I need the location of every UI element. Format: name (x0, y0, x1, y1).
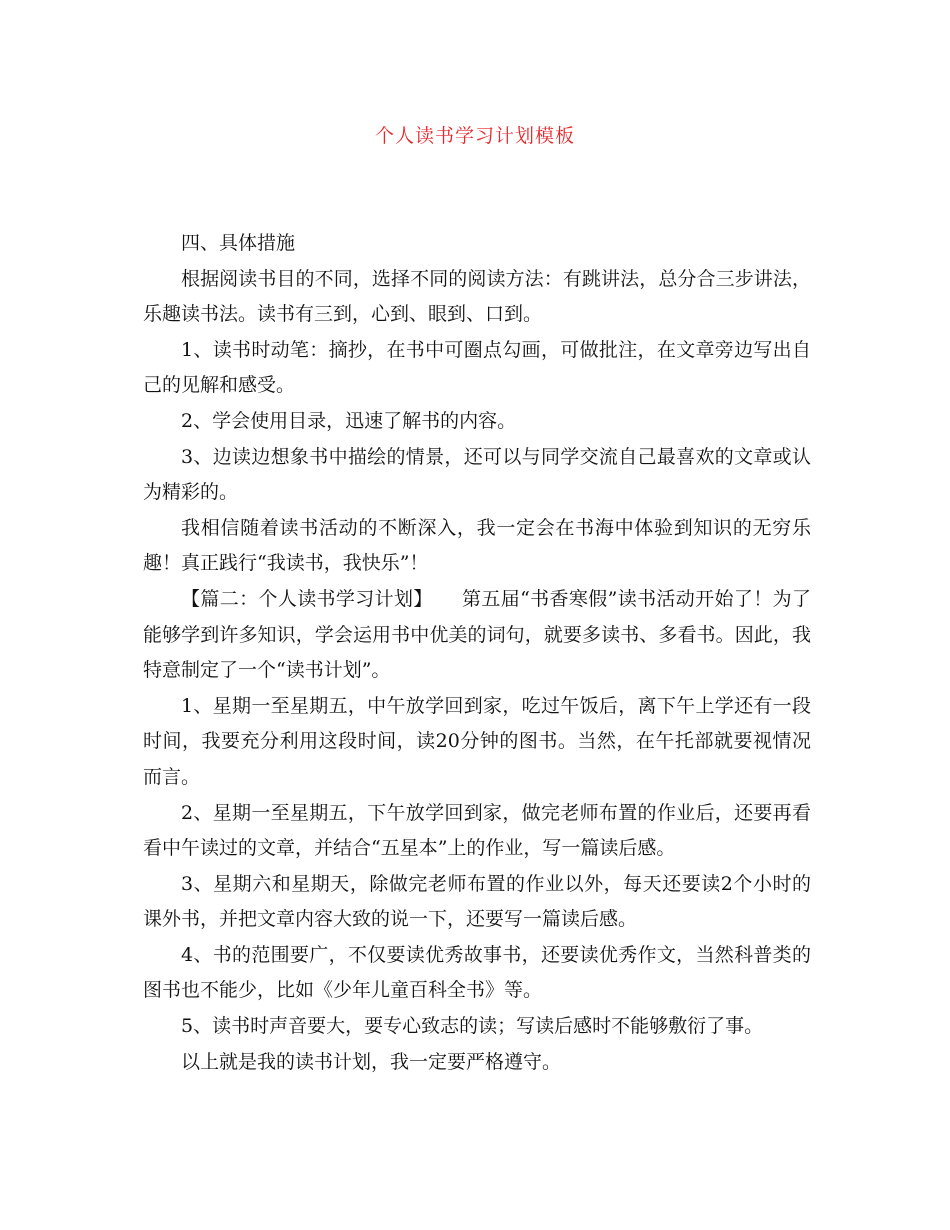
section-heading: 四、具体措施 (181, 232, 296, 254)
paragraph: 1、读书时动笔：摘抄，在书中可圈点勾画，可做批注，在文章旁边写出自己的见解和感受。 (143, 338, 811, 397)
paragraph: 4、书的范围要广，不仅要读优秀故事书，还要读优秀作文，当然科普类的图书也不能少，比如《少年儿童百科全书》等。 (143, 943, 811, 1002)
paragraph: 5、读书时声音要大，要专心致志的读；写读后感时不能够敷衍了事。 (181, 1015, 764, 1038)
paragraph: 2、学会使用目录，迅速了解书的内容。 (181, 409, 517, 432)
paragraph: 根据阅读书目的不同，选择不同的阅读方法：有跳讲法，总分合三步讲法，乐趣读书法。读书有三到，心到、眼到、口到。 (143, 267, 811, 326)
paragraph: 我相信随着读书活动的不断深入，我一定会在书海中体验到知识的无穷乐趣！真正践行“我读书，我快乐”！ (143, 516, 811, 575)
paragraph: 3、边读边想象书中描绘的情景，还可以与同学交流自己最喜欢的文章或认为精彩的。 (143, 445, 811, 504)
paragraph: 以上就是我的读书计划，我一定要严格遵守。 (181, 1050, 562, 1073)
document-body (143, 226, 811, 1080)
paragraph: 3、星期六和星期天，除做完老师布置的作业以外，每天还要读2个小时的课外书，并把文章内容大致的说一下，还要写一篇读后感。 (143, 872, 811, 931)
paragraph: 1、星期一至星期五，中午放学回到家，吃过午饭后，离下午上学还有一段时间，我要充分利用这段时间，读20分钟的图书。当然，在午托部就要视情况而言。 (143, 694, 811, 788)
paragraph: 【篇二：个人读书学习计划】 第五届“书香寒假”读书活动开始了！为了能够学到许多知识，学会运用书中优美的词句，就要多读书、多看书。因此，我特意制定了一个“读书计划”。 (143, 587, 811, 682)
paragraph: 2、星期一至星期五，下午放学回到家，做完老师布置的作业后，还要再看看中午读过的文章，并结合“五星本”上的作业，写一篇读后感。 (143, 801, 811, 860)
document-title: 个人读书学习计划模板 (374, 125, 575, 147)
